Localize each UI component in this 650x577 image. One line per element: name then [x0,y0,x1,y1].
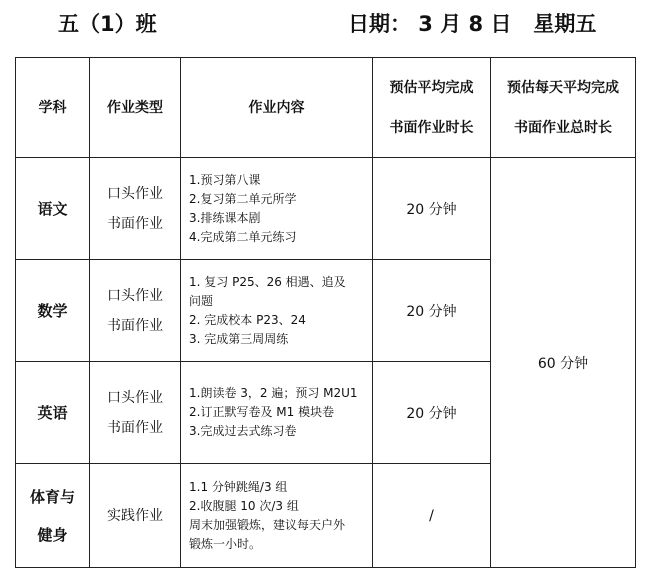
type-item: 实践作业 [107,507,163,524]
content-line: 3. 完成第三周周练 [189,331,289,346]
subject-cell: 语文 [16,158,90,260]
table-header-row [16,58,636,158]
subject-line1: 体育与 [29,487,75,506]
type-item: 书面作业 [107,419,163,436]
duration-cell: 20 分钟 [373,158,491,260]
subject-line2: 健身 [37,525,68,544]
date-title: 日期： 3 月 8 日 星期五 [348,12,597,36]
content-line: 3.完成过去式练习卷 [189,424,297,438]
content-line: 3.排练课本剧 [189,210,261,225]
class-title: 五（1）班 [58,12,157,36]
type-cell [90,260,181,362]
content-line: 2. 完成校本 P23、24 [189,312,306,327]
type-cell [90,464,181,568]
table-row [16,158,636,260]
header-avg-duration [373,58,491,158]
content-line: 2.复习第二单元所学 [189,191,297,206]
header-avg-duration-line2: 书面作业时长 [389,119,474,136]
header-avg-duration-line1: 预估平均完成 [389,79,474,96]
type-cell [90,362,181,464]
content-line: 1.朗读卷 3，2 遍；预习 M2U1 [189,386,358,400]
header-total-duration-line2: 书面作业总时长 [514,119,612,136]
subject-cell: 数学 [16,260,90,362]
subject-cell: 英语 [16,362,90,464]
subject-cell [16,464,90,568]
content-line: 问题 [189,293,214,308]
content-line: 4.完成第二单元练习 [189,229,297,244]
header-content: 作业内容 [181,58,373,158]
duration-cell: 20 分钟 [373,362,491,464]
type-item: 口头作业 [107,389,163,406]
content-line: 周末加强锻炼，建议每天户外 [189,517,346,532]
total-duration-cell: 60 分钟 [491,158,636,568]
header-total-duration-line1: 预估每天平均完成 [507,79,619,96]
type-item: 书面作业 [107,215,163,232]
content-line: 锻炼一小时。 [189,536,262,551]
content-line: 1. 复习 P25、26 相遇、追及 [189,274,346,289]
homework-table [15,57,636,568]
header-total-duration [491,58,636,158]
content-cell [181,158,373,260]
content-line: 1.1 分钟跳绳/3 组 [189,479,288,494]
content-cell [181,362,373,464]
content-line: 2.订正默写卷及 M1 模块卷 [189,405,335,419]
header-subject: 学科 [16,58,90,158]
type-item: 书面作业 [107,317,163,334]
type-item: 口头作业 [107,185,163,202]
content-cell [181,260,373,362]
duration-cell: / [373,464,491,568]
content-cell [181,464,373,568]
type-item: 口头作业 [107,287,163,304]
content-line: 1.预习第八课 [189,172,261,187]
header-type: 作业类型 [90,58,181,158]
type-cell [90,158,181,260]
duration-cell: 20 分钟 [373,260,491,362]
content-line: 2.收腹腿 10 次/3 组 [189,498,299,513]
